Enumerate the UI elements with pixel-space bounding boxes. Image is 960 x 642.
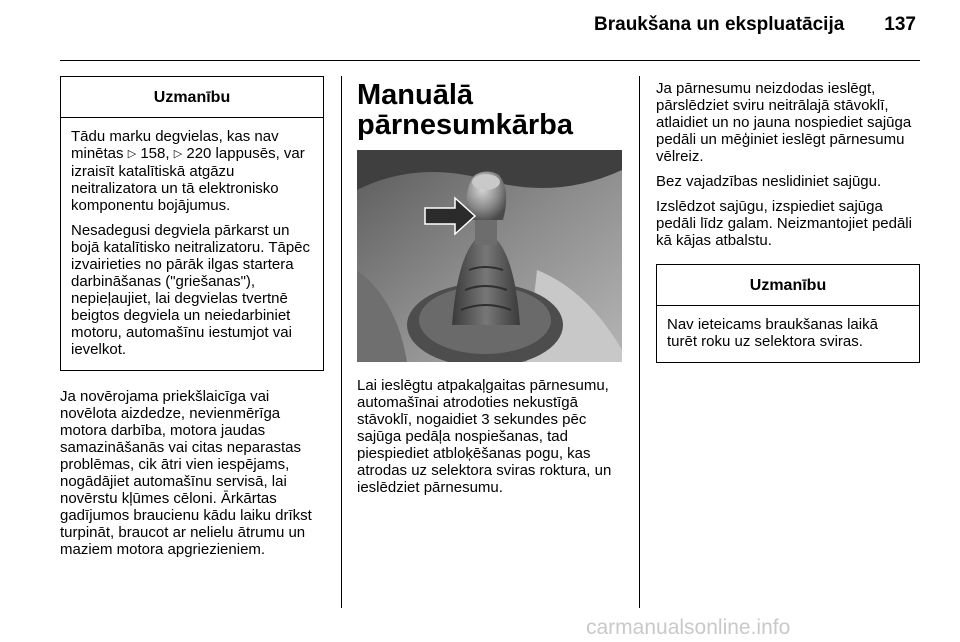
caution-box-fuel <box>60 76 324 371</box>
left-column <box>60 76 324 566</box>
middle-column <box>357 80 627 140</box>
middle-body-paragraph: Lai ieslēgtu atpakaļgaitas pārnesumu, automašīnai atrodoties nekustīgā stāvoklī, nogaidiet 3 sekundes pēc sajūga pedāļa nospiešanas, tad piespiediet atbloķēšanas pogu, kas atrodas uz selektora sviras roktura, un ieslēdziet pārnesumu. <box>357 377 612 496</box>
cross-reference-icon: ▷ <box>127 148 137 160</box>
caution-box-body <box>657 306 919 362</box>
caution-paragraph-1 <box>71 128 313 214</box>
caution-text: Tādu marku degvielas, kas nav minētas <box>71 128 279 162</box>
caution-box-title: Uzmanību <box>657 265 919 306</box>
section-title <box>357 80 627 140</box>
page-header <box>0 14 916 36</box>
caution-box-selector <box>656 264 920 363</box>
caution-text: lappusēs, var izraisīt katalītiskā atgāzu neitralizatora un tā elektronisko komponentu bojājumus. <box>71 145 305 214</box>
section-title-line-2: pārnesumkārba <box>357 109 573 141</box>
page-number: 137 <box>884 14 916 35</box>
caution-text: Nav ieteicams braukšanas laikā turēt roku uz selektora sviras. <box>667 316 878 350</box>
caution-box-title: Uzmanību <box>61 77 323 118</box>
watermark: carmanualsonline.info <box>586 616 791 639</box>
right-paragraph-2: Bez vajadzības neslidiniet sajūgu. <box>656 173 882 190</box>
caution-paragraph-2: Nesadegusi degviela pārkarst un bojā katalītisko neitralizatoru. Tāpēc izvairieties no pārāk ilgas startera darbināšanas ("griešanas"), nepieļaujiet, lai degvielas tvertnē beigtos degviela un neiedarbiniet motoru, automašīnu iestumjot vai ievelkot. <box>71 222 311 358</box>
cross-reference-link[interactable]: 158 <box>140 145 166 162</box>
right-column <box>656 80 920 363</box>
right-paragraph-3: Izslēdzot sajūgu, izspiediet sajūga pedāli līdz galam. Neizmantojiet pedāli kā kājas atbalstu. <box>656 198 912 249</box>
header-title: Braukšana un ekspluatācija <box>594 14 845 35</box>
left-body-paragraph: Ja novērojama priekšlaicīga vai novēlota aizdedze, nevienmērīga motora darbība, motora jaudas samazināšanās vai citas neparastas problēmas, cik ātri vien iespējams, nogādājiet automašīnu servisā, lai novērstu kļūmes cēloni. Ārkārtas gadījumos braucienu kādu laiku drīkst turpināt, braucot ar nelielu ātrumu un maziem motora apgriezieniem. <box>60 388 312 558</box>
middle-body <box>357 377 627 504</box>
header-divider <box>60 60 920 61</box>
caution-box-body <box>61 118 323 370</box>
section-title-line-1: Manuālā <box>357 79 474 111</box>
cross-reference-link[interactable]: 220 <box>186 145 212 162</box>
cross-reference-icon: ▷ <box>173 148 183 160</box>
caution-text: , <box>165 145 174 162</box>
gear-lever-illustration <box>357 150 622 362</box>
column-divider-left <box>341 76 342 608</box>
right-paragraph-1: Ja pārnesumu neizdodas ieslēgt, pārslēdziet sviru neitrālajā stāvoklī, atlaidiet un no jauna nospiediet sajūga pedāli un mēģiniet ieslēgt pārnesumu vēlreiz. <box>656 80 912 165</box>
column-divider-right <box>639 76 640 608</box>
